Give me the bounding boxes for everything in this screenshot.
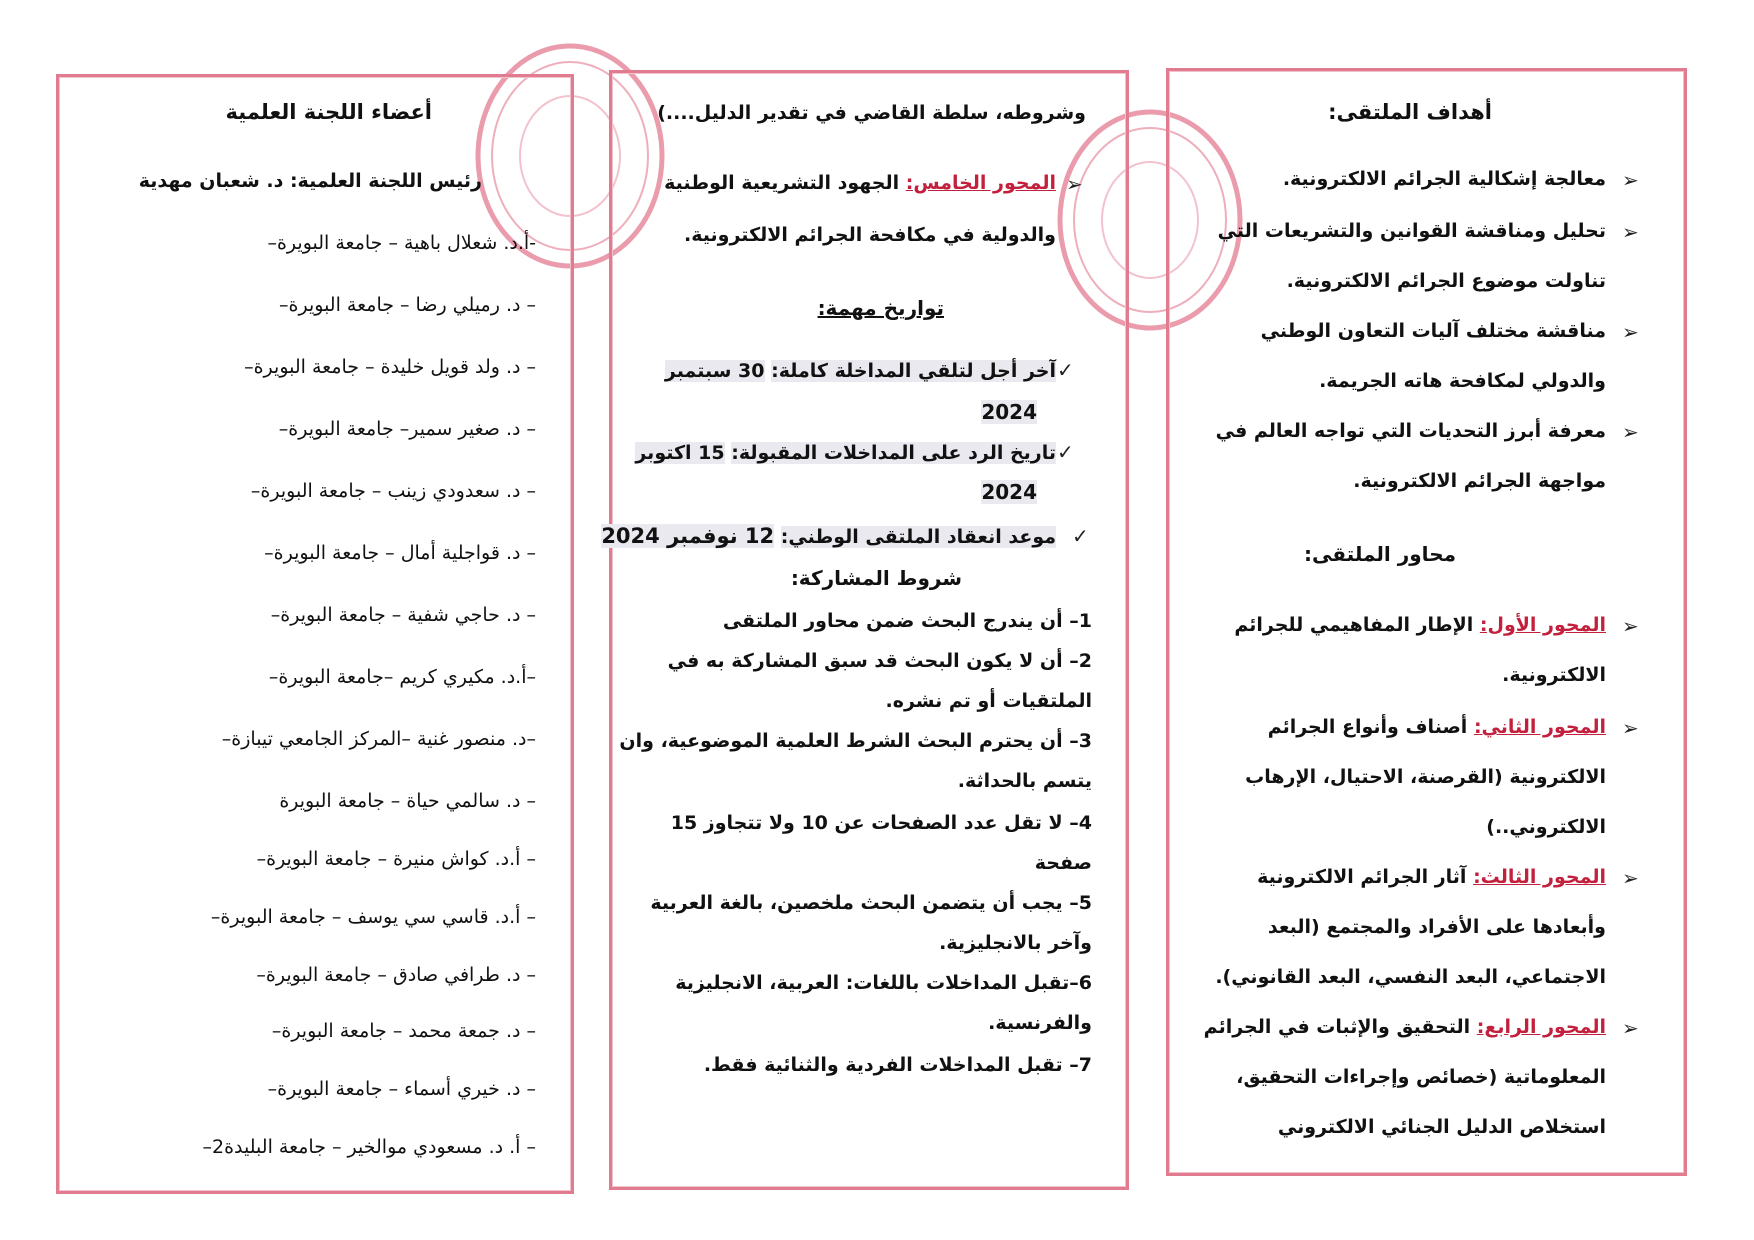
- axis1-arrow-icon: ➢: [1622, 614, 1639, 638]
- goal-line: والدولي لمكافحة هاته الجريمة.: [1319, 370, 1606, 392]
- committee-member: – د. ولد قويل خليدة – جامعة البويرة–: [244, 356, 536, 378]
- condition-line: يتسم بالحداثة.: [957, 770, 1092, 792]
- axes-title: محاور الملتقى:: [1304, 542, 1456, 566]
- committee-member: – د. قواجلية أمال – جامعة البويرة–: [264, 542, 536, 564]
- axis2-label: المحور الثاني:: [1473, 716, 1606, 738]
- committee-member: -أ.د. شعلال باهية – جامعة البويرة–: [267, 232, 536, 254]
- goal3-arrow-icon: ➢: [1622, 320, 1639, 344]
- goal-line: تحليل ومناقشة القوانين والتشريعات التي: [1217, 220, 1606, 242]
- committee-member: – أ. د. مسعودي موالخير – جامعة البليدة2–: [202, 1136, 536, 1158]
- axis4-line1: [1204, 1016, 1606, 1038]
- committee-member: – د. حاجي شفية – جامعة البويرة–: [270, 604, 536, 626]
- axis4-line3: استخلاص الدليل الجنائي الالكتروني: [1277, 1116, 1606, 1138]
- committee-member: – د. جمعة محمد – جامعة البويرة–: [271, 1020, 536, 1042]
- condition-line: وآخر بالانجليزية.: [939, 932, 1092, 954]
- date2-text: تاريخ الرد على المداخلات المقبولة:: [731, 442, 1056, 464]
- axis5-arrow-icon: ➢: [1066, 172, 1083, 196]
- axis3-line3: الاجتماعي، البعد النفسي، البعد القانوني).: [1215, 966, 1606, 988]
- axis2-text: أصناف وأنواع الجرائم: [1267, 716, 1468, 738]
- date3-text: موعد انعقاد الملتقى الوطني:: [780, 526, 1056, 548]
- axis5-line1: [664, 172, 1056, 194]
- goal-line: معالجة إشكالية الجرائم الالكترونية.: [1282, 168, 1606, 190]
- condition-line: 6–تقبل المداخلات باللغات: العربية، الانجليزية: [675, 972, 1092, 994]
- committee-member: – د. صغير سمير– جامعة البويرة–: [278, 418, 536, 440]
- committee-member: – د. رميلي رضا – جامعة البويرة–: [279, 294, 536, 316]
- committee-member: –أ.د. مكيري كريم –جامعة البويرة–: [268, 666, 536, 688]
- goal-line: مواجهة الجرائم الالكترونية.: [1353, 470, 1606, 492]
- date3-line: [601, 524, 1056, 548]
- axis2-line3: الالكتروني..): [1486, 816, 1606, 838]
- axis1-line1: [1234, 614, 1606, 636]
- axis2-arrow-icon: ➢: [1622, 716, 1639, 740]
- axis1-text: الإطار المفاهيمي للجرائم: [1234, 614, 1474, 636]
- goal-line: تناولت موضوع الجرائم الالكترونية.: [1286, 270, 1606, 292]
- goals-title: أهداف الملتقى:: [1328, 100, 1492, 124]
- axis2-line2: الالكترونية (القرصنة، الاحتيال، الإرهاب: [1245, 766, 1606, 788]
- date2-year: 2024: [981, 480, 1037, 504]
- date2-check-icon: ✓: [1057, 440, 1074, 464]
- axis4-continuation: وشروطه، سلطة القاضي في تقدير الدليل....): [657, 102, 1086, 124]
- goal2-arrow-icon: ➢: [1622, 220, 1639, 244]
- axis3-label: المحور الثالث:: [1473, 866, 1606, 888]
- conditions-title: شروط المشاركة:: [790, 566, 962, 590]
- committee-member: – د. طرافي صادق – جامعة البويرة–: [256, 964, 536, 986]
- axis4-line2: المعلوماتية (خصائص وإجراءات التحقيق،: [1236, 1066, 1606, 1088]
- committee-member: – د. سالمي حياة – جامعة البويرة: [279, 790, 536, 812]
- axis3-arrow-icon: ➢: [1622, 866, 1639, 890]
- committee-chair: رئيس اللجنة العلمية: د. شعبان مهدية: [138, 170, 482, 192]
- committee-member: –د. منصور غنية –المركز الجامعي تيبازة–: [221, 728, 536, 750]
- date2-line: [635, 442, 1056, 464]
- date2-value: 15 اكتوبر: [635, 442, 725, 464]
- date1-value: 30 سبتمبر: [664, 360, 765, 382]
- condition-line: 2– أن لا يكون البحث قد سبق المشاركة به في: [667, 650, 1092, 672]
- condition-line: والفرنسية.: [988, 1012, 1092, 1034]
- axis2-line1: [1268, 716, 1606, 738]
- committee-member: – أ.د. قاسي سي يوسف – جامعة البويرة–: [210, 906, 536, 928]
- axis3-line2: وأبعادها على الأفراد والمجتمع (البعد: [1267, 916, 1606, 938]
- axis1-line2: الالكترونية.: [1502, 664, 1606, 686]
- committee-member: – د. سعدودي زينب – جامعة البويرة–: [250, 480, 536, 502]
- dates-title: تواريخ مهمة:: [817, 296, 944, 320]
- condition-line: صفحة: [1034, 852, 1092, 874]
- axis5-text: الجهود التشريعية الوطنية: [664, 172, 900, 194]
- goal4-arrow-icon: ➢: [1622, 420, 1639, 444]
- date1-line: [665, 360, 1056, 382]
- goal1-arrow-icon: ➢: [1622, 168, 1639, 192]
- date1-year: 2024: [981, 400, 1037, 424]
- axis3-line1: [1257, 866, 1606, 888]
- axis5-label: المحور الخامس:: [905, 172, 1056, 194]
- condition-line: 5– يجب أن يتضمن البحث ملخصين، بالغة العربية: [650, 892, 1092, 914]
- condition-line: 1– أن يندرج البحث ضمن محاور الملتقى: [722, 610, 1092, 632]
- condition-line: 4– لا تقل عدد الصفحات عن 10 ولا تتجاوز 15: [670, 812, 1092, 834]
- committee-member: – د. خيري أسماء – جامعة البويرة–: [267, 1078, 536, 1100]
- axis5-line2: والدولية في مكافحة الجرائم الالكترونية.: [684, 224, 1056, 246]
- date3-check-icon: ✓: [1072, 524, 1089, 548]
- axis4-text: التحقيق والإثبات في الجرائم: [1203, 1016, 1471, 1038]
- condition-line: الملتقيات أو تم نشره.: [885, 690, 1092, 712]
- date1-text: آخر أجل لتلقي المداخلة كاملة:: [771, 360, 1056, 382]
- axis3-text: آثار الجرائم الالكترونية: [1257, 866, 1467, 888]
- committee-member: – أ.د. كواش منيرة – جامعة البويرة–: [256, 848, 536, 870]
- condition-line: 7– تقبل المداخلات الفردية والثنائية فقط.: [703, 1054, 1092, 1076]
- date3-value: 12 نوفمبر 2024: [601, 524, 775, 548]
- date1-check-icon: ✓: [1057, 358, 1074, 382]
- goal-line: مناقشة مختلف آليات التعاون الوطني: [1260, 320, 1606, 342]
- axis1-label: المحور الأول:: [1479, 614, 1606, 636]
- goal-line: معرفة أبرز التحديات التي تواجه العالم في: [1215, 420, 1606, 442]
- axis4-arrow-icon: ➢: [1622, 1016, 1639, 1040]
- axis4-label: المحور الرابع:: [1476, 1016, 1606, 1038]
- condition-line: 3– أن يحترم البحث الشرط العلمية الموضوعية، وان: [619, 730, 1092, 752]
- committee-title: أعضاء اللجنة العلمية: [225, 100, 432, 124]
